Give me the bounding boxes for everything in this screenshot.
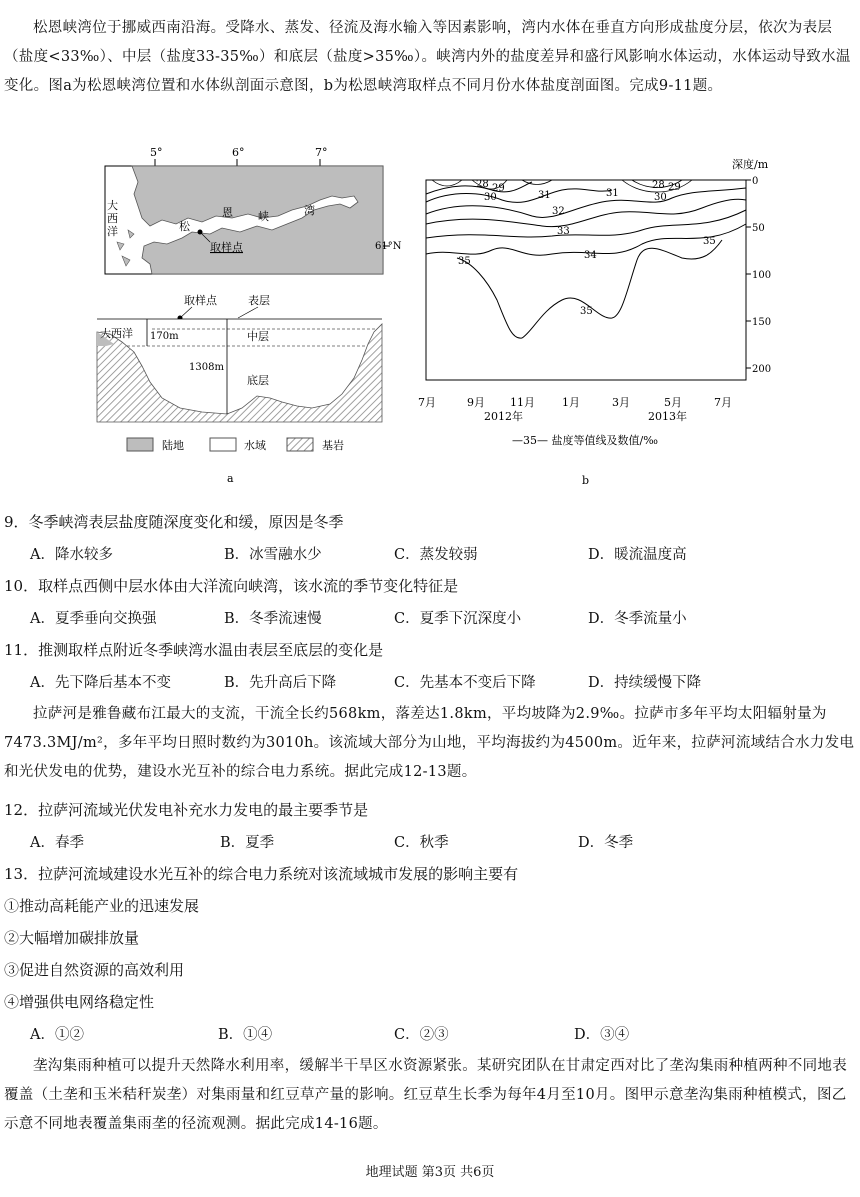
lon-label-5: 5° <box>150 146 163 159</box>
month-tick-6: 7月 <box>714 396 732 409</box>
q12-option-c: C．秋季 <box>394 835 449 851</box>
profile-surface-label: 表层 <box>248 294 270 307</box>
q13-item-2: ②大幅增加碳排放量 <box>4 929 140 947</box>
depth-tick-200: 200 <box>752 364 772 375</box>
contour-label-35a: 35 <box>458 256 471 267</box>
q10-option-a: A．夏季垂向交换强 <box>30 611 157 627</box>
q12-option-d: D．冬季 <box>578 835 634 851</box>
profile-middle-label: 中层 <box>247 330 269 343</box>
page-footer: 地理试题 第3页 共6页 <box>365 1165 495 1180</box>
q9-option-c: C．蒸发较弱 <box>394 547 478 563</box>
figure-b-caption: b <box>582 474 590 487</box>
contour-label-31a: 31 <box>538 190 551 201</box>
contour-label-34: 34 <box>584 250 597 261</box>
q13-item-3: ③促进自然资源的高效利用 <box>4 961 185 979</box>
q11-option-d: D．持续缓慢下降 <box>588 675 702 691</box>
q11-option-a: A．先下降后基本不变 <box>30 675 171 691</box>
q11-option-b: B．先升高后下降 <box>224 675 337 691</box>
svg-text:洋: 洋 <box>107 225 118 238</box>
contour-label-30a: 30 <box>484 192 497 203</box>
q9-option-b: B．冰雪融水少 <box>224 547 322 563</box>
legend-water: 水域 <box>244 439 266 452</box>
depth-tick-0: 0 <box>752 176 759 187</box>
q13-option-c: C．②③ <box>394 1027 449 1043</box>
contour-label-31b: 31 <box>606 188 619 199</box>
question-9-stem: 9．冬季峡湾表层盐度随深度变化和缓，原因是冬季 <box>4 513 344 531</box>
profile-depth1: 170m <box>150 331 179 342</box>
contour-label-32: 32 <box>552 206 565 217</box>
intro-paragraph-3: 垄沟集雨种植可以提升天然降水利用率，缓解半干旱区水资源紧张。某研究团队在甘肃定西对比了垄沟集雨种植两种不同地表覆盖（土垄和玉米秸秆炭垄）对集雨量和红豆草产量的影响。红豆草生长季为每年4月至10月。图甲示意垄沟集雨种植模式，图乙示意不同地表覆盖集雨垄的径流观测。据此完成14-16题。 <box>4 1058 847 1132</box>
profile-depth2: 1308m <box>189 362 224 373</box>
lon-label-7: 7° <box>315 146 328 159</box>
legend-bedrock: 基岩 <box>322 439 344 452</box>
contour-label-29a: 29 <box>492 183 505 194</box>
q13-option-b: B．①④ <box>218 1027 273 1043</box>
contour-label-35b: 35 <box>580 306 593 317</box>
question-13-stem: 13．拉萨河流域建设水光互补的综合电力系统对该流域城市发展的影响主要有 <box>4 865 519 883</box>
profile-bottom-label: 底层 <box>247 374 269 387</box>
q10-option-c: C．夏季下沉深度小 <box>394 611 522 627</box>
map-label-atlantic: 大 <box>107 199 118 212</box>
q10-option-d: D．冬季流量小 <box>588 611 687 627</box>
map-label-xia: 峡 <box>258 210 269 223</box>
question-10-stem: 10．取样点西侧中层水体由大洋流向峡湾，该水流的季节变化特征是 <box>4 577 459 595</box>
contour-label-28b: 28 <box>652 180 665 191</box>
q9-option-a: A．降水较多 <box>30 547 113 563</box>
question-12-stem: 12．拉萨河流域光伏发电补充水力发电的最主要季节是 <box>4 801 369 819</box>
contour-label-33: 33 <box>557 226 570 237</box>
depth-tick-50: 50 <box>752 223 765 234</box>
figure-b-legend: —35— 盐度等值线及数值/‰ <box>512 434 658 447</box>
profile-sample-label: 取样点 <box>184 294 217 307</box>
contour-label-28a: 28 <box>476 179 489 190</box>
figure-a <box>92 146 402 486</box>
q12-option-b: B．夏季 <box>220 835 275 851</box>
contour-label-35c: 35 <box>703 236 716 247</box>
month-tick-4: 3月 <box>612 396 630 409</box>
question-11-stem: 11．推测取样点附近冬季峡湾水温由表层至底层的变化是 <box>4 641 384 659</box>
intro-paragraph-1: 松恩峡湾位于挪威西南沿海。受降水、蒸发、径流及海水输入等因素影响，湾内水体在垂直方向形成盐度分层，依次为表层（盐度<33‰）、中层（盐度33-35‰）和底层（盐度>35‰）。峡湾内外的盐度差异和盛行风影响水体运动，水体运动导致水温变化。图a为松恩峡湾位置和水体纵剖面示意图，b为松恩峡湾取样点不同月份水体盐度剖面图。完成9-11题。 <box>4 20 851 94</box>
depth-axis-title: 深度/m <box>732 158 769 171</box>
contour-label-29b: 29 <box>668 182 681 193</box>
depth-tick-150: 150 <box>752 317 772 328</box>
q13-item-1: ①推动高耗能产业的迅速发展 <box>4 897 200 915</box>
q12-option-a: A．春季 <box>30 835 84 851</box>
figure-a-caption: a <box>227 472 234 485</box>
map-label-wan: 湾 <box>304 204 315 217</box>
q11-option-c: C．先基本不变后下降 <box>394 675 536 691</box>
year-2012: 2012年 <box>484 410 523 423</box>
intro-paragraph-2: 拉萨河是雅鲁藏布江最大的支流，干流全长约568km，落差达1.8km，平均坡降为2.9‰。拉萨市多年平均太阳辐射量为7473.3MJ/m²，多年平均日照时数约为3010h。该流域大部分为山地，平均海拔约为4500m。近年来，拉萨河流域结合水力发电和光伏发电的优势，建设水光互补的综合电力系统。据此完成12-13题。 <box>4 706 855 780</box>
lat-label: 61°N <box>375 241 402 252</box>
q9-option-d: D．暖流温度高 <box>588 547 687 563</box>
month-tick-5: 5月 <box>664 396 682 409</box>
month-tick-2: 11月 <box>510 396 535 409</box>
contour-label-30b: 30 <box>654 192 667 203</box>
q10-option-b: B．冬季流速慢 <box>224 611 322 627</box>
map-label-en: 恩 <box>222 206 233 219</box>
lon-label-6: 6° <box>232 146 245 159</box>
q13-option-d: D．③④ <box>574 1027 630 1043</box>
depth-tick-100: 100 <box>752 270 772 281</box>
legend-land: 陆地 <box>162 439 184 452</box>
figure-b <box>412 150 782 490</box>
profile-atlantic-label: 大西洋 <box>100 327 133 340</box>
month-tick-1: 9月 <box>467 396 485 409</box>
map-label-song: 松 <box>179 220 190 233</box>
month-tick-0: 7月 <box>418 396 436 409</box>
svg-text:西: 西 <box>107 212 118 225</box>
map-sample-label: 取样点 <box>210 241 243 254</box>
q13-item-4: ④增强供电网络稳定性 <box>4 993 155 1011</box>
q13-option-a: A．①② <box>30 1027 84 1043</box>
year-2013: 2013年 <box>648 410 687 423</box>
month-tick-3: 1月 <box>562 396 580 409</box>
